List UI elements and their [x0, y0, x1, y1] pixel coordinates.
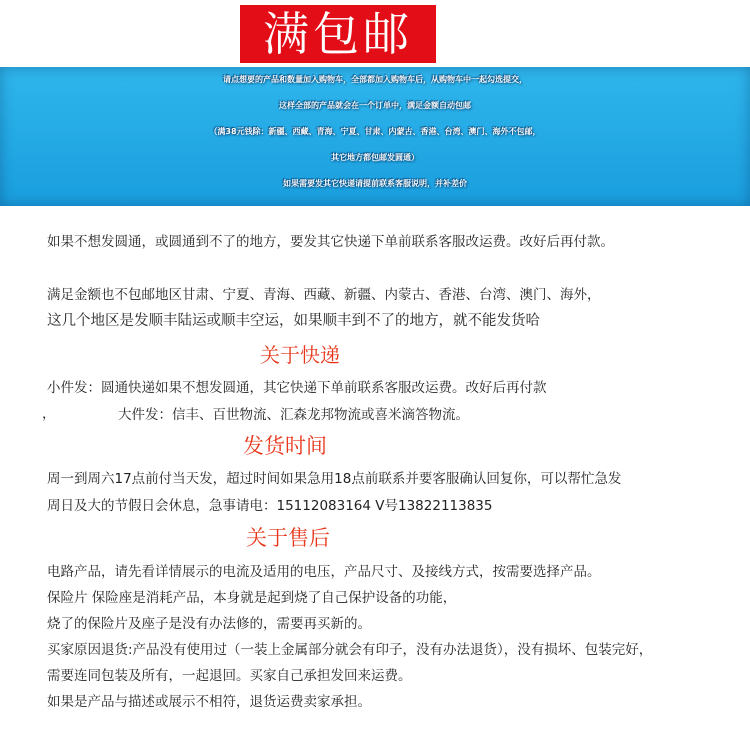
- banner-line: 请点想要的产品和数量加入购物车，全部都加入购物车后，从购物车中一起勾选提交，: [223, 75, 527, 84]
- intro-line: 这几个地区是发顺丰陆运或顺丰空运，如果顺丰到不了的地方，就不能发货哈: [47, 313, 540, 329]
- order-instructions-banner: [0, 67, 750, 206]
- after-sales-heading: 关于售后: [246, 526, 330, 550]
- banner-line: 这样全部的产品就会在一个订单中，满足金额自动包邮: [279, 101, 471, 110]
- banner-line: （满38元钱除：新疆、西藏、青海、宁夏、甘肃、内蒙古、香港、台湾、澳门、海外不包邮，: [209, 127, 541, 136]
- after-sales-line: 保险片 保险座是消耗产品，本身就是起到烧了自己保护设备的功能，: [47, 590, 457, 606]
- after-sales-line: 如果是产品与描述或展示不相符，退货运费卖家承担。: [47, 694, 371, 710]
- express-heading: 关于快递: [260, 343, 340, 367]
- express-line: 小件发：圆通快递如果不想发圆通，其它快递下单前联系客服改运费。改好后再付款: [47, 380, 547, 396]
- express-comma: ，: [42, 406, 56, 422]
- after-sales-line: 买家原因退货:产品没有使用过（一装上金属部分就会有印子，没有办法退货），没有损坏、包装完好，: [47, 642, 653, 658]
- shipping-time-heading: 发货时间: [243, 434, 327, 458]
- banner-line: 如果需要发其它快递请提前联系客服说明，并补差价: [283, 179, 467, 188]
- free-shipping-badge: 满包邮: [240, 5, 436, 63]
- after-sales-line: 需要连同包装及所有，一起退回。买家自己承担发回来运费。: [47, 668, 412, 684]
- intro-line: 如果不想发圆通，或圆通到不了的地方，要发其它快递下单前联系客服改运费。改好后再付款。: [47, 234, 614, 250]
- intro-line: 满足金额也不包邮地区甘肃、宁夏、青海、西藏、新疆、内蒙古、香港、台湾、澳门、海外，: [47, 287, 601, 303]
- after-sales-line: 电路产品，请先看详情展示的电流及适用的电压，产品尺寸、及接线方式，按需要选择产品。: [47, 564, 601, 580]
- shipping-line: 周日及大的节假日会休息，急事请电：15112083164 V号13822113835: [47, 498, 493, 514]
- after-sales-line: 烧了的保险片及座子是没有办法修的，需要再买新的。: [47, 616, 371, 632]
- shipping-line: 周一到周六17点前付当天发，超过时间如果急用18点前联系并要客服确认回复你，可以帮忙急发: [47, 471, 622, 487]
- banner-line: 其它地方都包邮发圆通）: [331, 153, 419, 162]
- express-line: 大件发：信丰、百世物流、汇森龙邦物流或喜米滴答物流。: [118, 407, 469, 423]
